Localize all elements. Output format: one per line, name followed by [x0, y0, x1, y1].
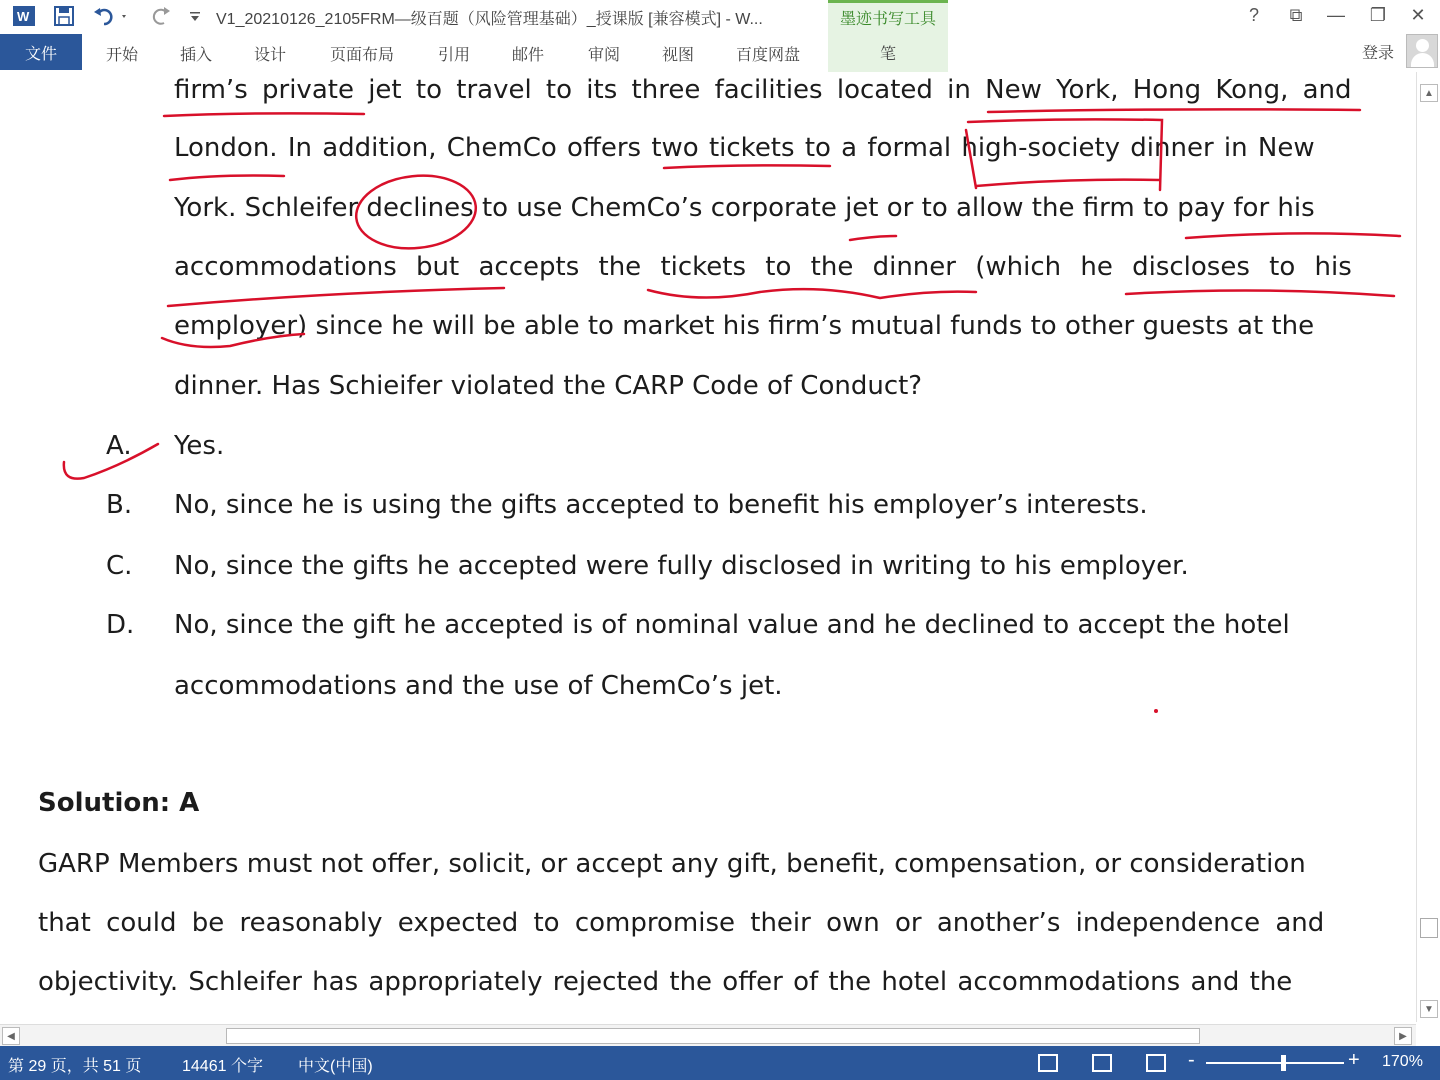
scroll-left-arrow-icon[interactable]: ◀: [2, 1027, 20, 1045]
question-line: accommodations but accepts the tickets to the dinner (which he discloses to his: [174, 252, 1352, 282]
option-d-label: D.: [106, 610, 135, 640]
scroll-up-arrow-icon[interactable]: ▲: [1420, 84, 1438, 102]
zoom-out-button[interactable]: -: [1188, 1049, 1195, 1071]
read-mode-icon[interactable]: [1038, 1054, 1058, 1072]
option-b-text: No, since he is using the gifts accepted to benefit his employer’s interests.: [174, 490, 1148, 520]
ink-circle-declines: [353, 170, 480, 254]
ink-underline: [664, 165, 830, 168]
language-indicator[interactable]: 中文(中国): [298, 1058, 373, 1075]
zoom-slider-thumb[interactable]: [1281, 1055, 1286, 1071]
solution-line: that could be reasonably expected to compromise their own or another’s independence and: [38, 908, 1325, 938]
svg-text:W: W: [17, 9, 30, 24]
close-button[interactable]: ✕: [1410, 4, 1426, 25]
maximize-button[interactable]: ❐: [1369, 4, 1387, 25]
window-title: V1_20210126_2105FRM—级百题（风险管理基础）_授课版 [兼容模式] - W...: [216, 11, 763, 28]
zoom-in-button[interactable]: +: [1348, 1049, 1360, 1071]
redo-icon[interactable]: [150, 4, 174, 28]
ink-tools-context-label: 墨迹书写工具: [828, 0, 948, 32]
tab-page-layout[interactable]: 页面布局: [330, 47, 395, 64]
ink-underline: [850, 236, 896, 240]
avatar[interactable]: [1406, 34, 1438, 68]
minimize-button[interactable]: —: [1327, 4, 1345, 25]
customize-qa-icon[interactable]: [186, 4, 204, 28]
word-count[interactable]: 14461 个字: [182, 1058, 263, 1075]
status-bar: [0, 1046, 1440, 1080]
scroll-down-arrow-icon[interactable]: ▼: [1420, 1000, 1438, 1018]
document-page[interactable]: [0, 72, 1416, 1022]
option-a-label: A.: [106, 431, 132, 461]
question-line: London. In addition, ChemCo offers two tickets to a formal high-society dinner in New: [174, 133, 1315, 163]
solution-line: GARP Members must not offer, solicit, or accept any gift, benefit, compensation, or consideration: [38, 849, 1306, 879]
ink-underline: [170, 176, 284, 181]
undo-icon[interactable]: [92, 4, 132, 28]
vertical-scroll-thumb[interactable]: [1420, 918, 1438, 938]
sign-in-link[interactable]: 登录: [1362, 45, 1395, 62]
ribbon-tabs: [0, 32, 1440, 72]
ink-annotations: [0, 72, 1416, 1022]
page-count[interactable]: 第 29 页，共 51 页: [8, 1058, 142, 1075]
ink-underline: [988, 109, 1360, 112]
ink-underline: [164, 113, 364, 116]
question-line: York. Schleifer declines to use ChemCo’s corporate jet or to allow the firm to pay for his: [174, 193, 1315, 223]
web-layout-icon[interactable]: [1146, 1054, 1166, 1072]
tab-review[interactable]: 审阅: [588, 47, 621, 64]
tab-view[interactable]: 视图: [662, 47, 695, 64]
question-line: firm’s private jet to travel to its three facilities located in New York, Hong Kong, and: [174, 75, 1352, 105]
ink-underline: [1186, 233, 1400, 238]
option-a-text: Yes.: [174, 431, 225, 461]
horizontal-scroll-thumb[interactable]: [226, 1028, 1200, 1044]
ink-dot: [1154, 709, 1158, 713]
question-line: employer) since he will be able to market his firm’s mutual funds to other guests at the: [174, 311, 1315, 341]
tab-insert[interactable]: 插入: [180, 47, 213, 64]
save-icon[interactable]: [52, 4, 76, 28]
horizontal-scrollbar[interactable]: [0, 1024, 1416, 1046]
tab-mailings[interactable]: 邮件: [512, 47, 545, 64]
tab-file[interactable]: 文件: [0, 34, 82, 70]
zoom-level[interactable]: 170%: [1382, 1053, 1423, 1070]
ink-checkmark: [64, 444, 158, 479]
option-d-text: accommodations and the use of ChemCo’s jet.: [174, 671, 783, 701]
option-c-text: No, since the gifts he accepted were fully disclosed in writing to his employer.: [174, 551, 1189, 581]
zoom-slider-track[interactable]: [1206, 1062, 1344, 1064]
title-bar: [0, 0, 1440, 32]
option-c-label: C.: [106, 551, 133, 581]
scroll-right-arrow-icon[interactable]: ▶: [1394, 1027, 1412, 1045]
print-layout-icon[interactable]: [1092, 1054, 1112, 1072]
ribbon-display-button[interactable]: ⧉: [1289, 4, 1303, 25]
vertical-scrollbar[interactable]: [1416, 72, 1440, 1022]
tab-home[interactable]: 开始: [106, 47, 139, 64]
solution-line: objectivity. Schleifer has appropriately rejected the offer of the hotel accommodations and the: [38, 967, 1293, 997]
ink-underline: [648, 289, 976, 298]
ink-underline: [162, 334, 304, 347]
ink-underline: [1126, 290, 1394, 296]
ink-underline: [168, 288, 504, 306]
help-button[interactable]: ?: [1248, 4, 1259, 25]
solution-heading: Solution: A: [38, 788, 200, 818]
word-app-icon[interactable]: [12, 4, 36, 28]
tab-design[interactable]: 设计: [254, 47, 287, 64]
tab-pen[interactable]: 笔: [828, 32, 948, 72]
question-line: dinner. Has Schieifer violated the CARP Code of Conduct?: [174, 371, 923, 401]
tab-references[interactable]: 引用: [438, 47, 471, 64]
tab-baidu-netdisk[interactable]: 百度网盘: [736, 47, 801, 64]
option-b-label: B.: [106, 490, 133, 520]
ink-box-high-society: [966, 119, 1162, 190]
option-d-text: No, since the gift he accepted is of nominal value and he declined to accept the hotel: [174, 610, 1290, 640]
